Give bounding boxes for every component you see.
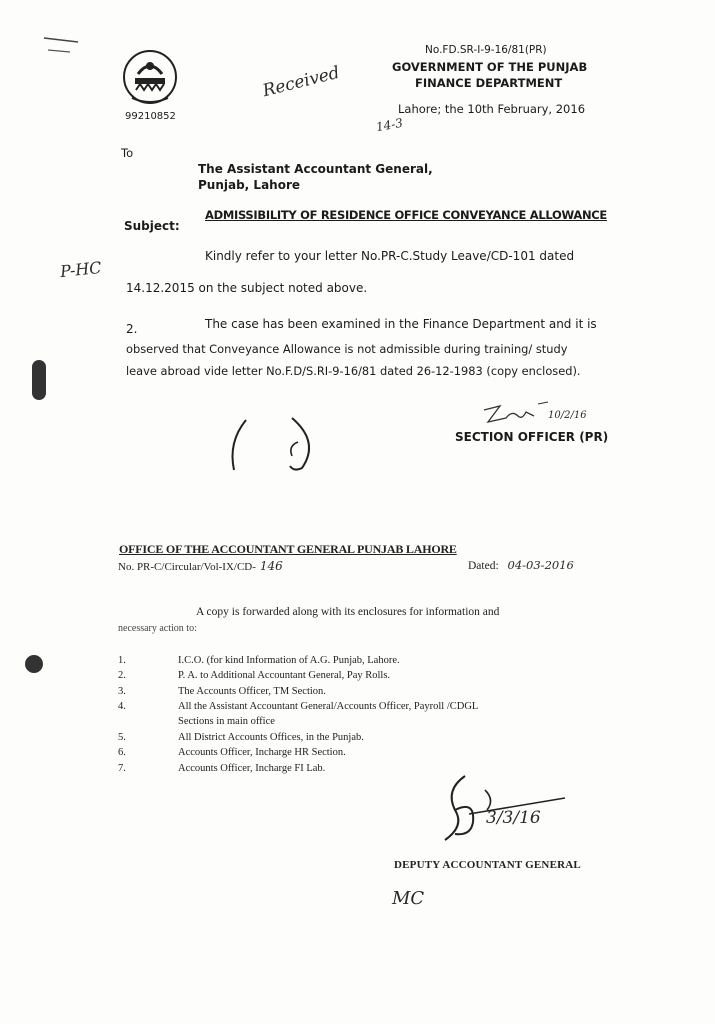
list-item: Sections in main office (178, 716, 275, 727)
punch-hole (32, 360, 46, 400)
ag-office-reference-handwritten: 146 (259, 559, 283, 573)
forwarding-intro-line-2: necessary action to: (118, 623, 197, 634)
list-item-number: 7. (118, 763, 126, 774)
deputy-ag-title: DEPUTY ACCOUNTANT GENERAL (394, 859, 581, 871)
paragraph-2-line-1: The case has been examined in the Finance Department and it is (205, 317, 597, 331)
handwritten-initials: MC (392, 888, 425, 909)
forwarding-intro-line-1: A copy is forwarded along with its enclosures for information and (196, 606, 500, 618)
punch-hole-lower (25, 655, 43, 673)
ag-office-reference (118, 559, 283, 573)
deputy-ag-signature-date: 3/3/16 (486, 808, 541, 828)
list-item: I.C.O. (for kind Information of A.G. Punjab, Lahore. (178, 655, 400, 666)
subject-text: ADMISSIBILITY OF RESIDENCE OFFICE CONVEYANCE ALLOWANCE (205, 208, 607, 222)
list-item-number: 2. (118, 670, 126, 681)
handwritten-received-note: Received (260, 62, 342, 102)
ag-office-date-label: Dated: (468, 560, 499, 572)
paragraph-1-line-1: Kindly refer to your letter No.PR-C.Study Leave/CD-101 dated (205, 249, 575, 263)
list-item-number: 5. (118, 732, 126, 743)
paragraph-2-number: 2. (126, 322, 138, 336)
list-item: Accounts Officer, Incharge HR Section. (178, 747, 346, 758)
handwritten-margin-note: P-HC (59, 257, 103, 282)
punjab-government-seal-icon (120, 46, 180, 108)
department-heading: FINANCE DEPARTMENT (415, 76, 563, 90)
section-officer-signature-date: 10/2/16 (548, 410, 587, 421)
handwritten-bracket-marks (222, 412, 342, 476)
recipient-line-2: Punjab, Lahore (198, 178, 301, 192)
logo-number: 99210852 (125, 111, 176, 122)
ag-office-date-value: 04-03-2016 (507, 558, 574, 572)
list-item: All District Accounts Offices, in the Punjab. (178, 732, 364, 743)
paragraph-2-line-2: observed that Conveyance Allowance is not admissible during training/ study (126, 342, 568, 356)
list-item: P. A. to Additional Accountant General, Pay Rolls. (178, 670, 391, 681)
ag-office-reference-number: No. PR-C/Circular/Vol-IX/CD- (118, 561, 256, 573)
paragraph-2-line-3: leave abroad vide letter No.F.D/S.RI-9-16/81 dated 26-12-1983 (copy enclosed). (126, 364, 581, 378)
paragraph-1-line-2: 14.12.2015 on the subject noted above. (126, 281, 368, 295)
reference-number: No.FD.SR-I-9-16/81(PR) (425, 44, 547, 56)
letter-date: Lahore; the 10th February, 2016 (398, 102, 586, 116)
ag-office-date (468, 558, 574, 572)
top-pen-marks (40, 28, 100, 58)
ag-office-heading: OFFICE OF THE ACCOUNTANT GENERAL PUNJAB LAHORE (119, 542, 457, 556)
government-heading: GOVERNMENT OF THE PUNJAB (392, 60, 588, 74)
section-officer-title: SECTION OFFICER (PR) (455, 430, 609, 444)
list-item-number: 1. (118, 655, 126, 666)
list-item: Accounts Officer, Incharge FI Lab. (178, 763, 326, 774)
list-item-number: 6. (118, 747, 126, 758)
list-item: All the Assistant Accountant General/Accounts Officer, Payroll /CDGL (178, 701, 479, 712)
handwritten-received-date: 14-3 (374, 115, 404, 135)
to-label: To (121, 146, 134, 160)
recipient-line-1: The Assistant Accountant General, (198, 162, 433, 176)
list-item-number: 3. (118, 686, 126, 697)
list-item-number: 4. (118, 701, 126, 712)
subject-label: Subject: (124, 219, 180, 233)
list-item: The Accounts Officer, TM Section. (178, 686, 326, 697)
